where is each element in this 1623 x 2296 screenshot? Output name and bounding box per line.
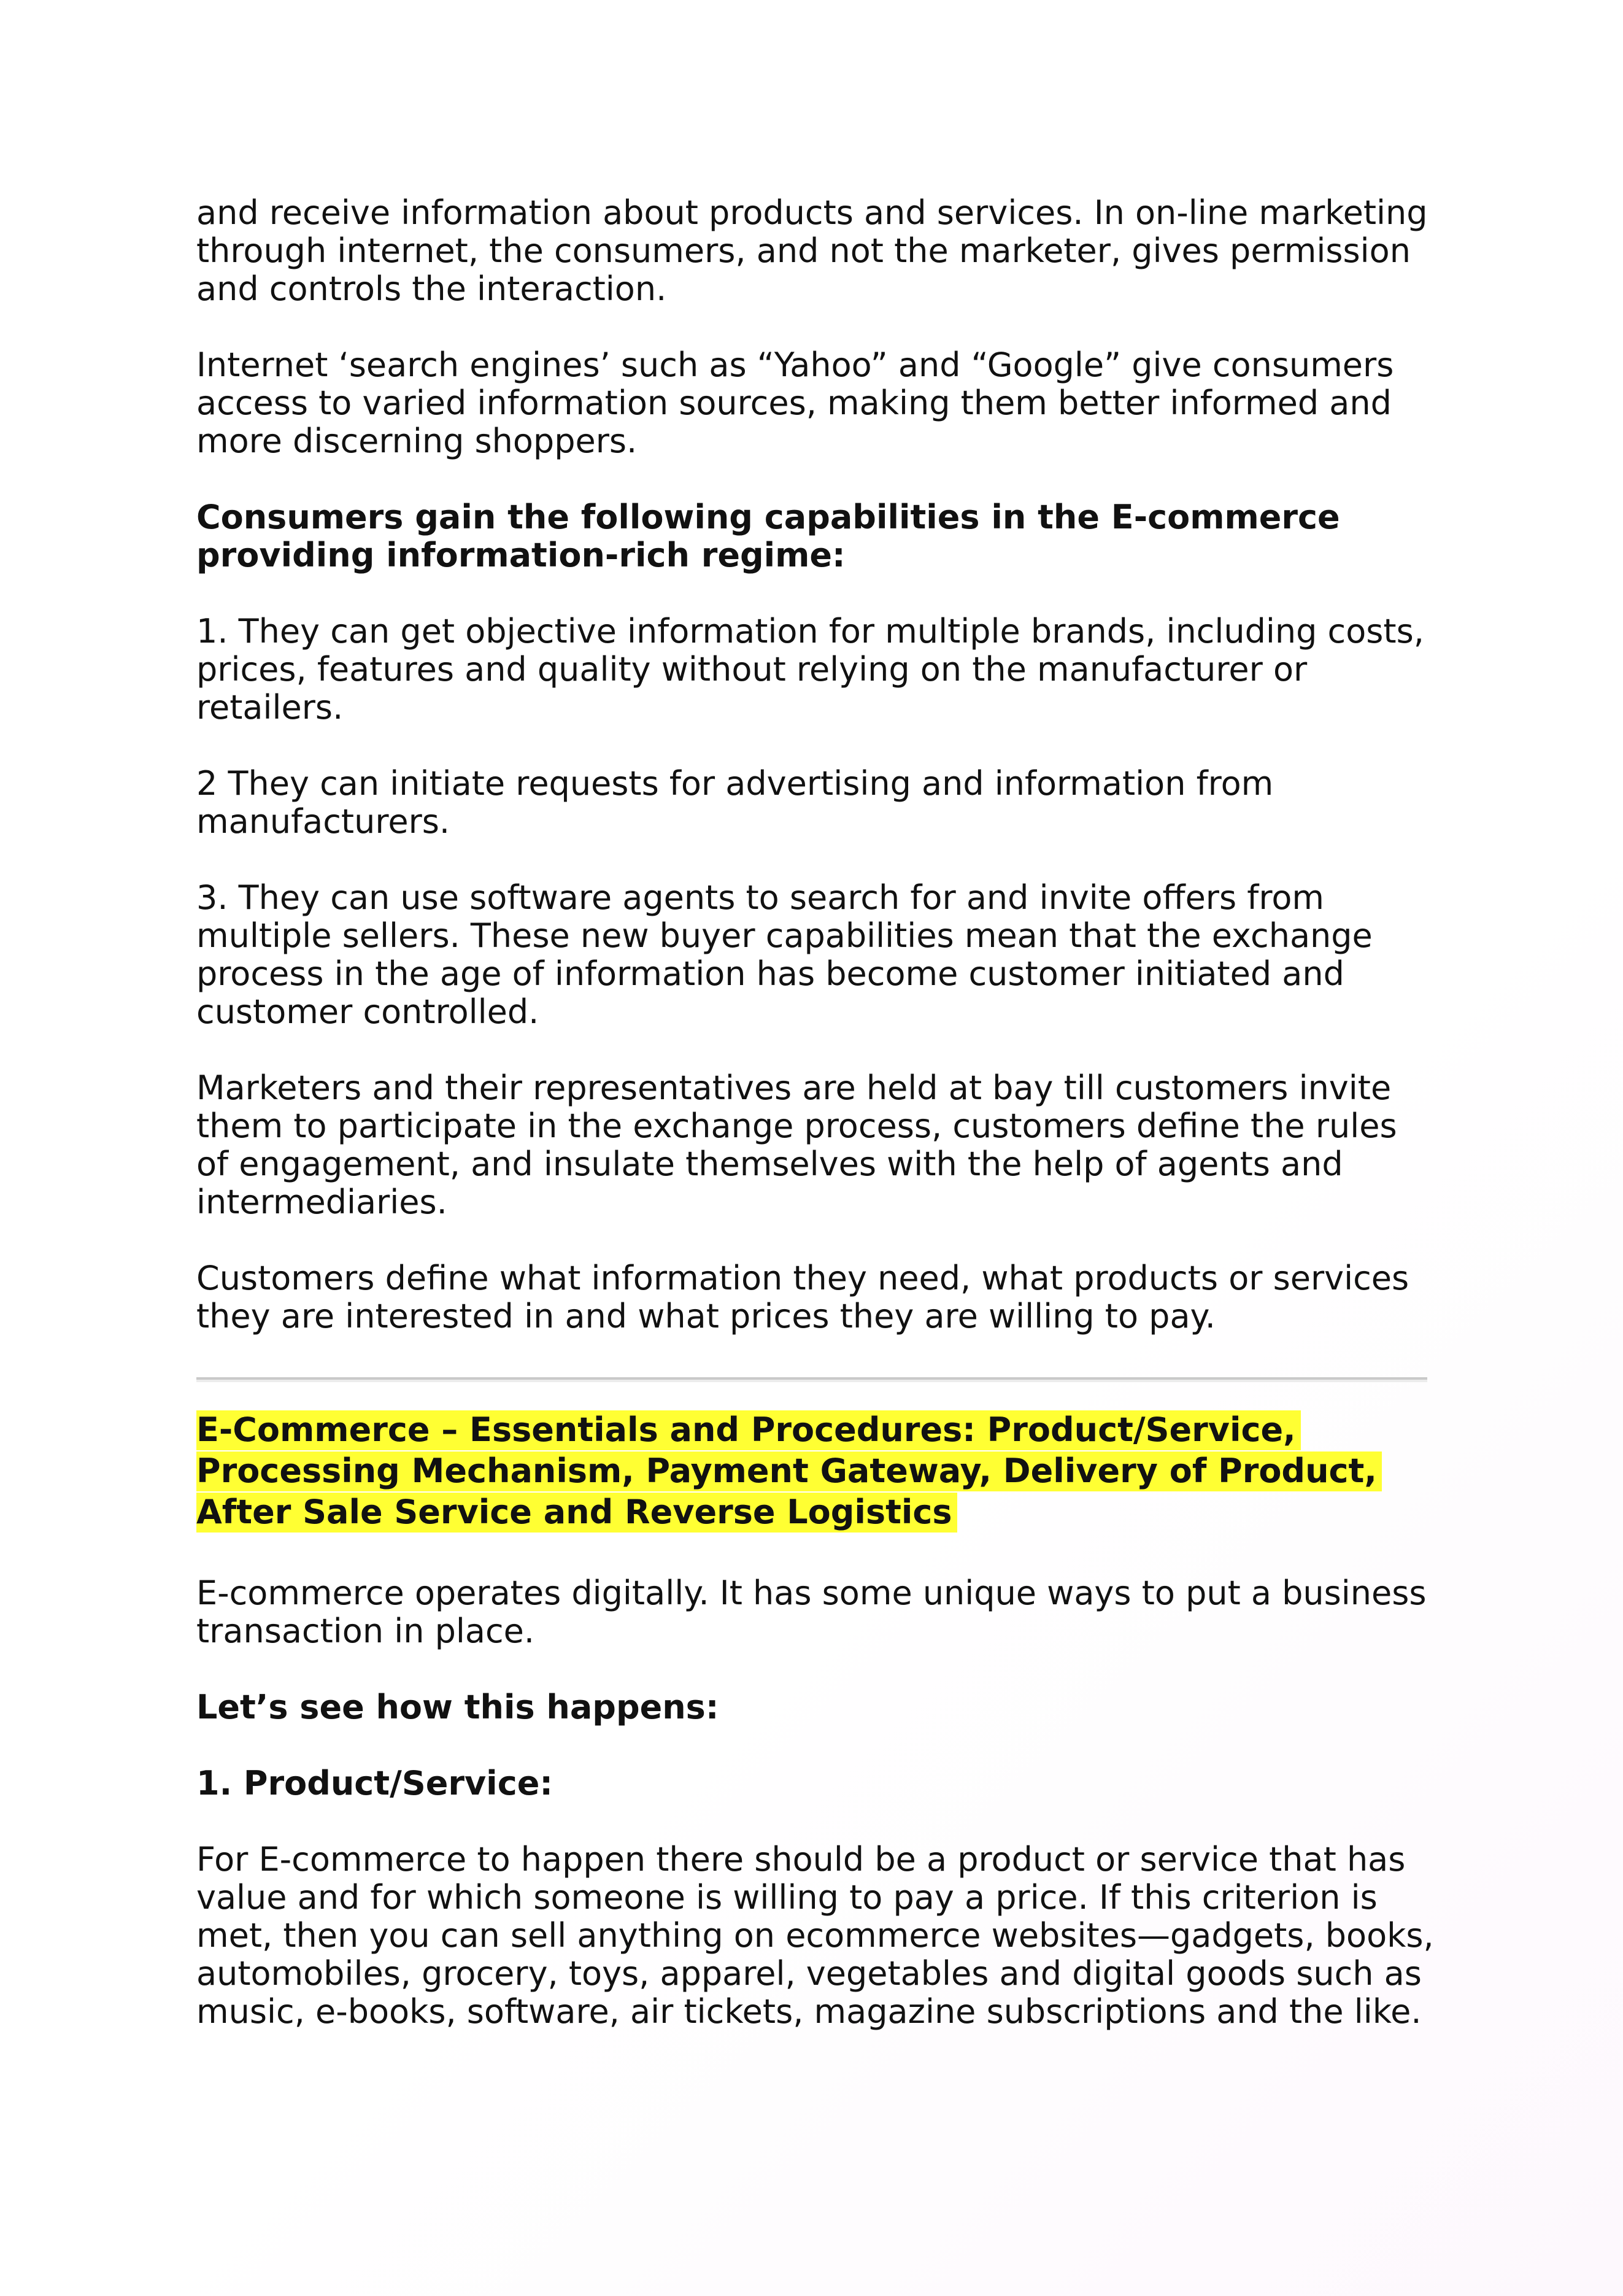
section-heading-line-2: Processing Mechanism, Payment Gateway, Delivery of Product, bbox=[196, 1451, 1382, 1491]
section-intro-paragraph: E-commerce operates digitally. It has some unique ways to put a business transaction in place. bbox=[196, 1574, 1427, 1650]
document-body bbox=[196, 194, 1436, 2069]
section-heading-highlighted bbox=[196, 1409, 1436, 1533]
capabilities-heading: Consumers gain the following capabilities in the E-commerce providing information-rich regime: bbox=[196, 498, 1340, 574]
capability-item-2: 2 They can initiate requests for advertising and information from manufacturers. bbox=[196, 764, 1274, 841]
section-heading-line-1: E-Commerce – Essentials and Procedures: Product/Service, bbox=[196, 1410, 1301, 1450]
product-service-paragraph: For E-commerce to happen there should be a product or service that has value and for which someone is willing to pay a price. If this criterion is met, then you can sell anything on ecommerce websites—gadgets, books, automobiles, grocery, toys, apparel, vegetables and digital goods such as music, e-books, software, air tickets, magazine subscriptions and the like. bbox=[196, 1840, 1434, 2031]
paragraph-online-marketing: and receive information about products and services. In on-line marketing through internet, the consumers, and not the marketer, gives permission and controls the interaction. bbox=[196, 193, 1428, 308]
paragraph-search-engines: Internet ‘search engines’ such as “Yahoo” and “Google” give consumers access to varied information sources, making them better informed and more discerning shoppers. bbox=[196, 346, 1394, 460]
paragraph-customers-define: Customers define what information they need, what products or services they are interested in and what prices they are willing to pay. bbox=[196, 1259, 1409, 1335]
product-service-subheading: 1. Product/Service: bbox=[196, 1764, 553, 1803]
capability-item-3: 3. They can use software agents to search for and invite offers from multiple sellers. These new buyer capabilities mean that the exchange process in the age of information has become customer initiated and customer controlled. bbox=[196, 878, 1373, 1031]
section-heading-line-3: After Sale Service and Reverse Logistics bbox=[196, 1493, 957, 1533]
lets-see-heading: Let’s see how this happens: bbox=[196, 1688, 719, 1726]
horizontal-divider bbox=[196, 1377, 1427, 1382]
capability-item-1: 1. They can get objective information for multiple brands, including costs, prices, features and quality without relying on the manufacturer or retailers. bbox=[196, 612, 1424, 727]
paragraph-marketers: Marketers and their representatives are held at bay till customers invite them to participate in the exchange process, customers define the rules of engagement, and insulate themselves with the help of agents and intermediaries. bbox=[196, 1069, 1397, 1221]
